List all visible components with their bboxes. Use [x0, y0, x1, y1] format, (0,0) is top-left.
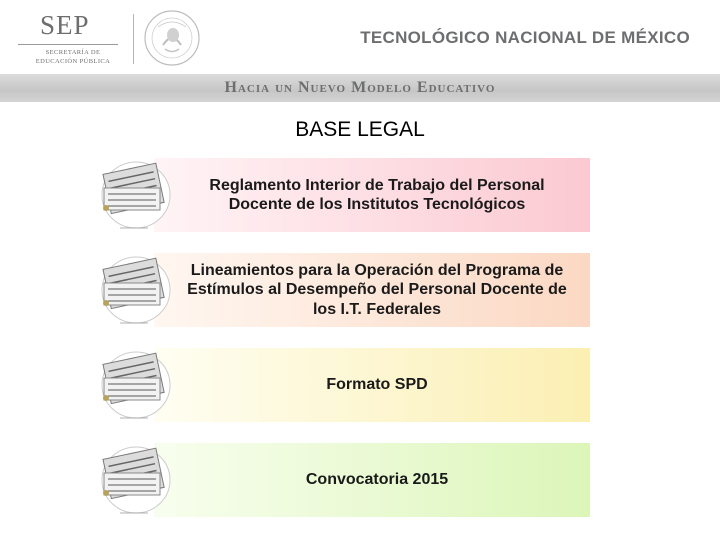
list-item-4 — [96, 443, 590, 517]
header-divider — [133, 14, 134, 64]
list-item-2 — [96, 253, 590, 327]
item-box — [154, 253, 590, 327]
page-title: BASE LEGAL — [295, 118, 425, 141]
header — [0, 0, 720, 74]
header-band — [0, 74, 720, 102]
tecnm-title: TECNOLÓGICO NACIONAL DE MÉXICO — [360, 28, 690, 47]
band-text: Hacia un Nuevo Modelo Educativo — [224, 79, 496, 96]
sep-logo-text: SEP — [40, 10, 90, 40]
item-box — [154, 443, 590, 517]
list-item-1 — [96, 158, 590, 232]
sep-logo-rule — [18, 44, 118, 45]
document-stack-icon — [96, 443, 176, 517]
document-stack-icon — [96, 253, 176, 327]
item-box — [154, 348, 590, 422]
document-stack-icon — [96, 348, 176, 422]
mexican-coat-of-arms-seal-icon — [143, 9, 201, 67]
sep-logo-line1: SECRETARÍA DE — [45, 49, 101, 56]
item-label: Convocatoria 2015 — [305, 471, 449, 489]
sep-logo — [18, 10, 128, 66]
sep-logo-line2: EDUCACIÓN PÚBLICA — [35, 58, 111, 65]
item-label: Reglamento Interior de Trabajo del Personal Docente de los Institutos Tecnológicos — [209, 176, 545, 213]
document-stack-icon — [96, 158, 176, 232]
list-item-3 — [96, 348, 590, 422]
item-label: Lineamientos para la Operación del Programa de Estímulos al Desempeño del Personal Docente de los I.T. Federales — [187, 262, 567, 318]
item-label: Formato SPD — [326, 376, 428, 394]
item-box — [154, 158, 590, 232]
